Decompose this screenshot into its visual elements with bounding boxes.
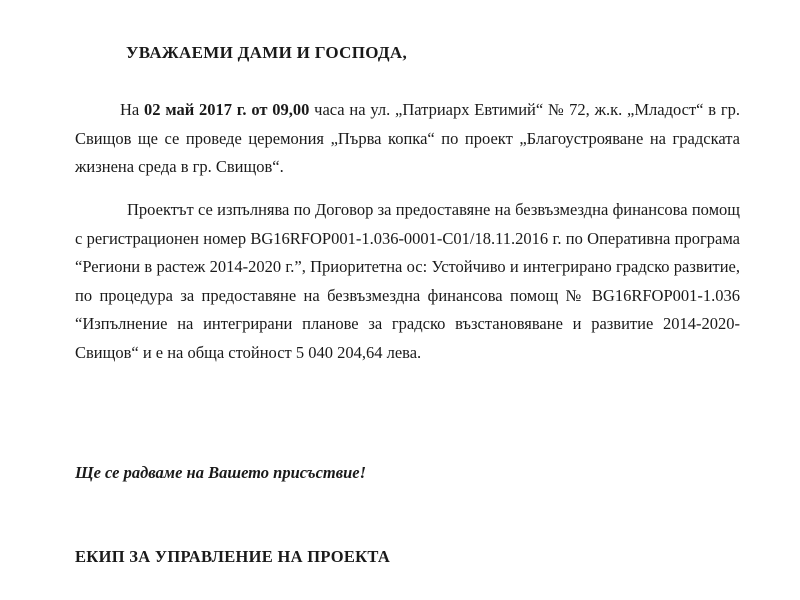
- letter-greeting: УВАЖАЕМИ ДАМИ И ГОСПОДА,: [126, 43, 408, 62]
- signature-line: ЕКИП ЗА УПРАВЛЕНИЕ НА ПРОЕКТА: [75, 547, 391, 566]
- closing-line: Ще се радваме на Вашето присъствие!: [75, 463, 367, 482]
- event-location-details: часа на ул. „Патриарх Евтимий“ № 72, ж.к. „Младост“ в гр. Свищов ще се проведе церемония „Първа копка“ по проект „Благоустрояване на градската жизнена среда в гр. Свищов“.: [75, 100, 740, 177]
- event-announcement-paragraph: [75, 96, 740, 182]
- project-details-paragraph: Проектът се изпълнява по Договор за предоставяне на безвъзмездна финансова помощ с регистрационен номер BG16RFOP001-1.036-0001-C01/18.11.2016 г. по Оперативна програма “Региони в растеж 2014-2020 г.”, Приоритетна ос: Устойчиво и интегрирано градско развитие, по процедура за предоставяне на безвъзмездна финансова помощ № BG16RFOP001-1.036 “Изпълнение на интегрирани планове за градско възстановяване и развитие 2014-2020-Свищов“ и е на обща стойност 5 040 204,64 лева.: [75, 200, 740, 362]
- event-date-time: 02 май 2017 г. от 09,00: [144, 100, 310, 119]
- paragraph-prefix: На: [120, 100, 145, 119]
